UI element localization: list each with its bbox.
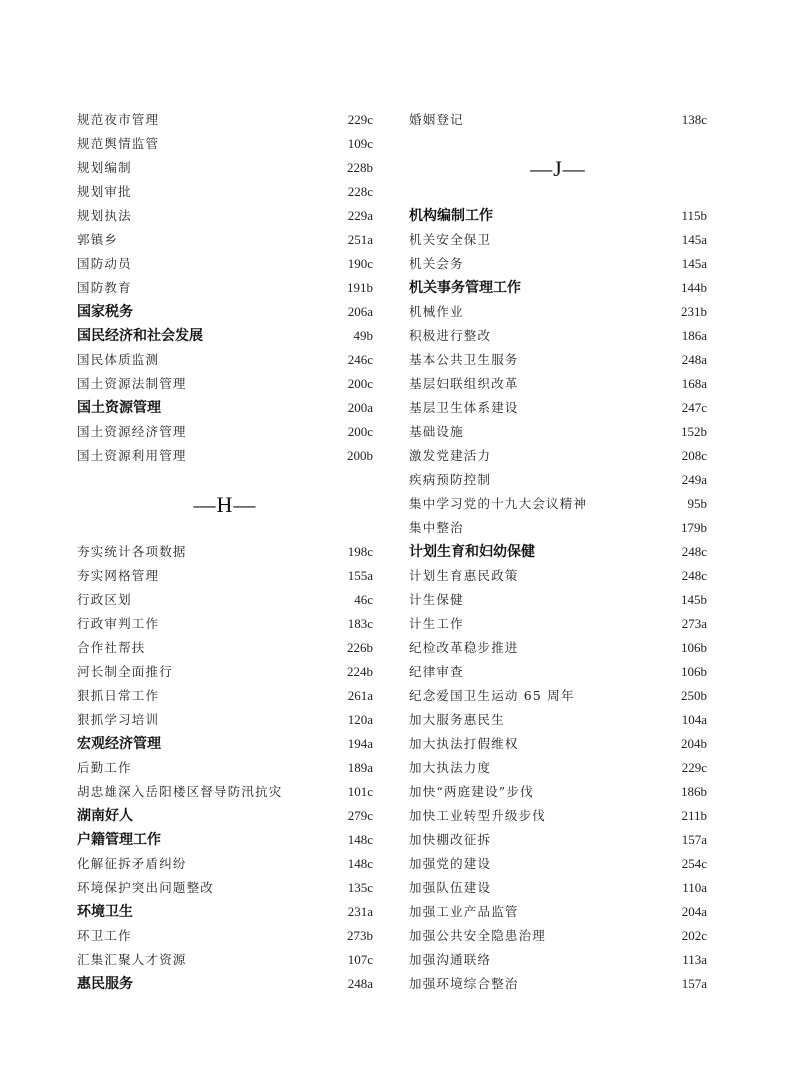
index-entry-term: 加强沟通联络 — [409, 952, 492, 967]
index-entry-page: 46c — [354, 592, 373, 607]
index-entry-page: 194a — [347, 736, 373, 751]
index-entry-page: 157a — [681, 832, 707, 847]
index-entry-page: 183c — [347, 616, 373, 631]
index-entry — [409, 660, 707, 684]
index-entry-page: 168a — [681, 376, 707, 391]
index-group-h — [77, 540, 373, 996]
index-entry-page: 229c — [681, 760, 707, 775]
index-entry — [409, 828, 707, 852]
index-group-j — [409, 204, 707, 996]
index-entry-page: 157a — [681, 976, 707, 991]
index-entry-page: 101c — [347, 784, 373, 799]
index-entry-page: 49b — [353, 328, 373, 343]
index-entry-page: 206a — [347, 304, 373, 319]
index-entry-term: 合作社帮扶 — [77, 640, 146, 655]
index-entry-page: 95b — [687, 496, 707, 511]
index-entry-page: 186b — [681, 784, 707, 799]
index-entry-term: 夯实统计各项数据 — [77, 544, 187, 559]
index-entry-term: 国防动员 — [77, 256, 132, 271]
index-entry — [409, 684, 707, 708]
index-entry-term: 集中整治 — [409, 520, 464, 535]
index-entry-term: 郭镇乡 — [77, 232, 119, 247]
index-entry — [77, 708, 373, 732]
index-entry-term: 国土资源利用管理 — [77, 448, 187, 463]
index-entry-page: 248c — [681, 568, 707, 583]
index-entry-term: 行政审判工作 — [77, 616, 160, 631]
index-entry-page: 204a — [681, 904, 707, 919]
index-entry-term: 汇集汇聚人才资源 — [77, 952, 187, 967]
index-entry-term: 夯实网格管理 — [77, 568, 160, 583]
index-entry-page: 200a — [347, 400, 373, 415]
index-entry-page: 190c — [347, 256, 373, 271]
index-entry — [409, 252, 707, 276]
index-entry-term: 行政区划 — [77, 592, 132, 607]
index-entry-term: 加大执法打假维权 — [409, 736, 519, 751]
index-entry — [77, 900, 373, 924]
index-entry-term: 纪律审查 — [409, 664, 464, 679]
index-entry — [409, 348, 707, 372]
index-entry — [77, 300, 373, 324]
index-entry — [409, 900, 707, 924]
index-entry-page: 200c — [347, 424, 373, 439]
index-entry-page: 250b — [681, 688, 707, 703]
index-entry — [409, 300, 707, 324]
index-entry — [409, 708, 707, 732]
index-entry-term: 机械作业 — [409, 304, 464, 319]
index-entry-page: 251a — [347, 232, 373, 247]
index-entry — [77, 876, 373, 900]
index-entry-term: 规范夜市管理 — [77, 112, 160, 127]
index-entry-page: 247c — [681, 400, 707, 415]
index-entry — [409, 492, 707, 516]
index-entry — [409, 588, 707, 612]
index-entry — [409, 804, 707, 828]
index-entry — [409, 852, 707, 876]
index-entry-term: 疾病预防控制 — [409, 472, 492, 487]
index-entry-term: 湖南好人 — [77, 808, 133, 824]
index-entry-page: 273b — [347, 928, 373, 943]
index-entry-page: 248a — [347, 976, 373, 991]
index-entry-term: 计生工作 — [409, 616, 464, 631]
index-entry — [409, 228, 707, 252]
index-entry-page: 145a — [681, 256, 707, 271]
index-entry-page: 106b — [681, 664, 707, 679]
index-entry-term: 基层妇联组织改革 — [409, 376, 519, 391]
section-heading-j-label: —J— — [530, 156, 586, 181]
index-entry — [409, 780, 707, 804]
index-entry — [77, 228, 373, 252]
section-heading-h — [77, 468, 373, 540]
index-entry — [77, 108, 373, 132]
index-entry — [409, 204, 707, 228]
index-entry — [77, 324, 373, 348]
index-entry-page: 144b — [681, 280, 707, 295]
index-entry — [409, 324, 707, 348]
index-entry-term: 国民体质监测 — [77, 352, 160, 367]
index-entry-term: 基本公共卫生服务 — [409, 352, 519, 367]
index-entry-term: 加快“两庭建设”步伐 — [409, 784, 534, 799]
index-entry-term: 加强队伍建设 — [409, 880, 492, 895]
index-entry — [77, 660, 373, 684]
index-entry — [77, 684, 373, 708]
index-entry-term: 加强工业产品监管 — [409, 904, 519, 919]
index-entry-term: 加快工业转型升级步伐 — [409, 808, 547, 823]
index-entry — [77, 828, 373, 852]
index-entry — [77, 540, 373, 564]
index-entry-term: 国土资源管理 — [77, 400, 161, 416]
index-entry — [409, 972, 707, 996]
index-entry — [409, 468, 707, 492]
index-entry — [77, 252, 373, 276]
index-entry — [409, 420, 707, 444]
index-entry-term: 基础设施 — [409, 424, 464, 439]
index-entry — [77, 204, 373, 228]
index-entry-page: 135c — [347, 880, 373, 895]
index-entry — [77, 420, 373, 444]
index-entry-page: 186a — [681, 328, 707, 343]
index-entry-page: 229a — [347, 208, 373, 223]
index-entry-term: 国防教育 — [77, 280, 132, 295]
index-column-right — [409, 108, 707, 996]
index-entry — [409, 564, 707, 588]
index-entry-term: 加大执法力度 — [409, 760, 492, 775]
index-entry-term: 加强党的建设 — [409, 856, 492, 871]
section-heading-j — [409, 132, 707, 204]
index-entry — [77, 588, 373, 612]
index-entry-term: 规范舆情监管 — [77, 136, 160, 151]
index-entry-page: 228b — [347, 160, 373, 175]
index-entry-term: 计划生育和妇幼保健 — [409, 544, 535, 560]
index-entry — [77, 180, 373, 204]
index-entry-term: 加快棚改征拆 — [409, 832, 492, 847]
index-entry-term: 机关会务 — [409, 256, 464, 271]
index-entry-page: 109c — [347, 136, 373, 151]
index-entry-term: 户籍管理工作 — [77, 832, 161, 848]
index-entry — [77, 756, 373, 780]
index-entry-page: 231a — [347, 904, 373, 919]
index-entry-term: 惠民服务 — [77, 976, 133, 992]
index-entry-page: 211b — [681, 808, 707, 823]
index-entry-term: 后勤工作 — [77, 760, 132, 775]
index-entry-page: 204b — [681, 736, 707, 751]
index-entry — [409, 876, 707, 900]
index-entry — [77, 156, 373, 180]
index-entry-term: 国土资源法制管理 — [77, 376, 187, 391]
index-entry-page: 279c — [347, 808, 373, 823]
index-entry — [77, 132, 373, 156]
index-entry-term: 狠抓日常工作 — [77, 688, 160, 703]
index-entry-page: 202c — [681, 928, 707, 943]
index-entry-page: 138c — [681, 112, 707, 127]
index-entry-term: 规划执法 — [77, 208, 132, 223]
index-entry-term: 化解征拆矛盾纠纷 — [77, 856, 187, 871]
index-entry — [77, 972, 373, 996]
index-entry — [77, 732, 373, 756]
index-entry-term: 狠抓学习培训 — [77, 712, 160, 727]
index-entry-page: 115b — [681, 208, 707, 223]
index-entry — [77, 804, 373, 828]
index-entry-page: 120a — [347, 712, 373, 727]
index-entry-term: 加强环境综合整治 — [409, 976, 519, 991]
index-entry-term: 河长制全面推行 — [77, 664, 173, 679]
index-group-h-continued — [409, 108, 707, 132]
index-entry-page: 261a — [347, 688, 373, 703]
index-entry-page: 246c — [347, 352, 373, 367]
index-entry-page: 107c — [347, 952, 373, 967]
index-entry-term: 婚姻登记 — [409, 112, 464, 127]
index-entry — [77, 372, 373, 396]
index-entry-term: 激发党建活力 — [409, 448, 492, 463]
index-entry — [409, 732, 707, 756]
section-heading-h-label: —H— — [193, 492, 257, 517]
index-entry-term: 环境保护突出问题整改 — [77, 880, 215, 895]
index-entry-page: 113a — [682, 952, 707, 967]
index-entry — [409, 108, 707, 132]
index-entry — [409, 276, 707, 300]
index-entry — [77, 396, 373, 420]
index-entry-page: 226b — [347, 640, 373, 655]
index-entry — [409, 396, 707, 420]
index-entry-term: 基层卫生体系建设 — [409, 400, 519, 415]
index-entry-page: 189a — [347, 760, 373, 775]
index-entry — [409, 540, 707, 564]
index-entry-page: 228c — [347, 184, 373, 199]
index-entry-page: 110a — [682, 880, 707, 895]
index-entry-page: 208c — [681, 448, 707, 463]
index-entry-page: 248a — [681, 352, 707, 367]
index-entry — [409, 636, 707, 660]
index-entry-term: 胡忠雄深入岳阳楼区督导防汛抗灾 — [77, 784, 283, 799]
index-entry — [77, 564, 373, 588]
index-entry — [77, 348, 373, 372]
index-column-left — [77, 108, 373, 996]
index-entry — [409, 948, 707, 972]
index-entry-page: 155a — [347, 568, 373, 583]
index-entry — [409, 924, 707, 948]
index-entry-term: 加强公共安全隐患治理 — [409, 928, 547, 943]
index-group-g — [77, 108, 373, 468]
index-entry-page: 200c — [347, 376, 373, 391]
index-entry — [77, 948, 373, 972]
index-entry-page: 104a — [681, 712, 707, 727]
index-entry-page: 231b — [681, 304, 707, 319]
index-entry-page: 254c — [681, 856, 707, 871]
index-entry — [77, 276, 373, 300]
index-entry-term: 计生保健 — [409, 592, 464, 607]
index-entry-term: 规划审批 — [77, 184, 132, 199]
index-entry-term: 国土资源经济管理 — [77, 424, 187, 439]
index-entry-term: 环卫工作 — [77, 928, 132, 943]
index-entry-term: 宏观经济管理 — [77, 736, 161, 752]
index-entry-term: 积极进行整改 — [409, 328, 492, 343]
index-entry — [409, 372, 707, 396]
index-entry — [409, 516, 707, 540]
index-entry-term: 国民经济和社会发展 — [77, 328, 203, 344]
index-entry — [77, 924, 373, 948]
index-entry-page: 148c — [347, 832, 373, 847]
index-entry-page: 148c — [347, 856, 373, 871]
index-entry-page: 191b — [347, 280, 373, 295]
index-entry-page: 145a — [681, 232, 707, 247]
index-entry-page: 224b — [347, 664, 373, 679]
index-entry-term: 国家税务 — [77, 304, 133, 320]
index-entry-term: 机关安全保卫 — [409, 232, 492, 247]
index-entry-term: 纪检改革稳步推进 — [409, 640, 519, 655]
index-entry-page: 179b — [681, 520, 707, 535]
index-entry-term: 计划生育惠民政策 — [409, 568, 519, 583]
index-entry-page: 229c — [347, 112, 373, 127]
index-entry — [77, 612, 373, 636]
index-entry-page: 106b — [681, 640, 707, 655]
index-entry — [77, 636, 373, 660]
index-entry-term: 规划编制 — [77, 160, 132, 175]
index-entry-page: 152b — [681, 424, 707, 439]
index-entry-page: 273a — [681, 616, 707, 631]
index-entry-term: 环境卫生 — [77, 904, 133, 920]
index-entry-page: 198c — [347, 544, 373, 559]
index-entry-page: 249a — [681, 472, 707, 487]
index-entry-page: 248c — [681, 544, 707, 559]
index-entry-term: 纪念爱国卫生运动 65 周年 — [409, 688, 575, 703]
index-entry — [409, 444, 707, 468]
index-entry-term: 机关事务管理工作 — [409, 280, 521, 296]
index-entry-page: 145b — [681, 592, 707, 607]
index-entry-term: 加大服务惠民生 — [409, 712, 505, 727]
index-entry-term: 机构编制工作 — [409, 208, 493, 224]
index-entry — [77, 444, 373, 468]
index-entry-term: 集中学习党的十九大会议精神 — [409, 496, 588, 511]
index-entry — [409, 612, 707, 636]
index-entry — [77, 780, 373, 804]
index-entry-page: 200b — [347, 448, 373, 463]
index-entry — [77, 852, 373, 876]
index-entry — [409, 756, 707, 780]
